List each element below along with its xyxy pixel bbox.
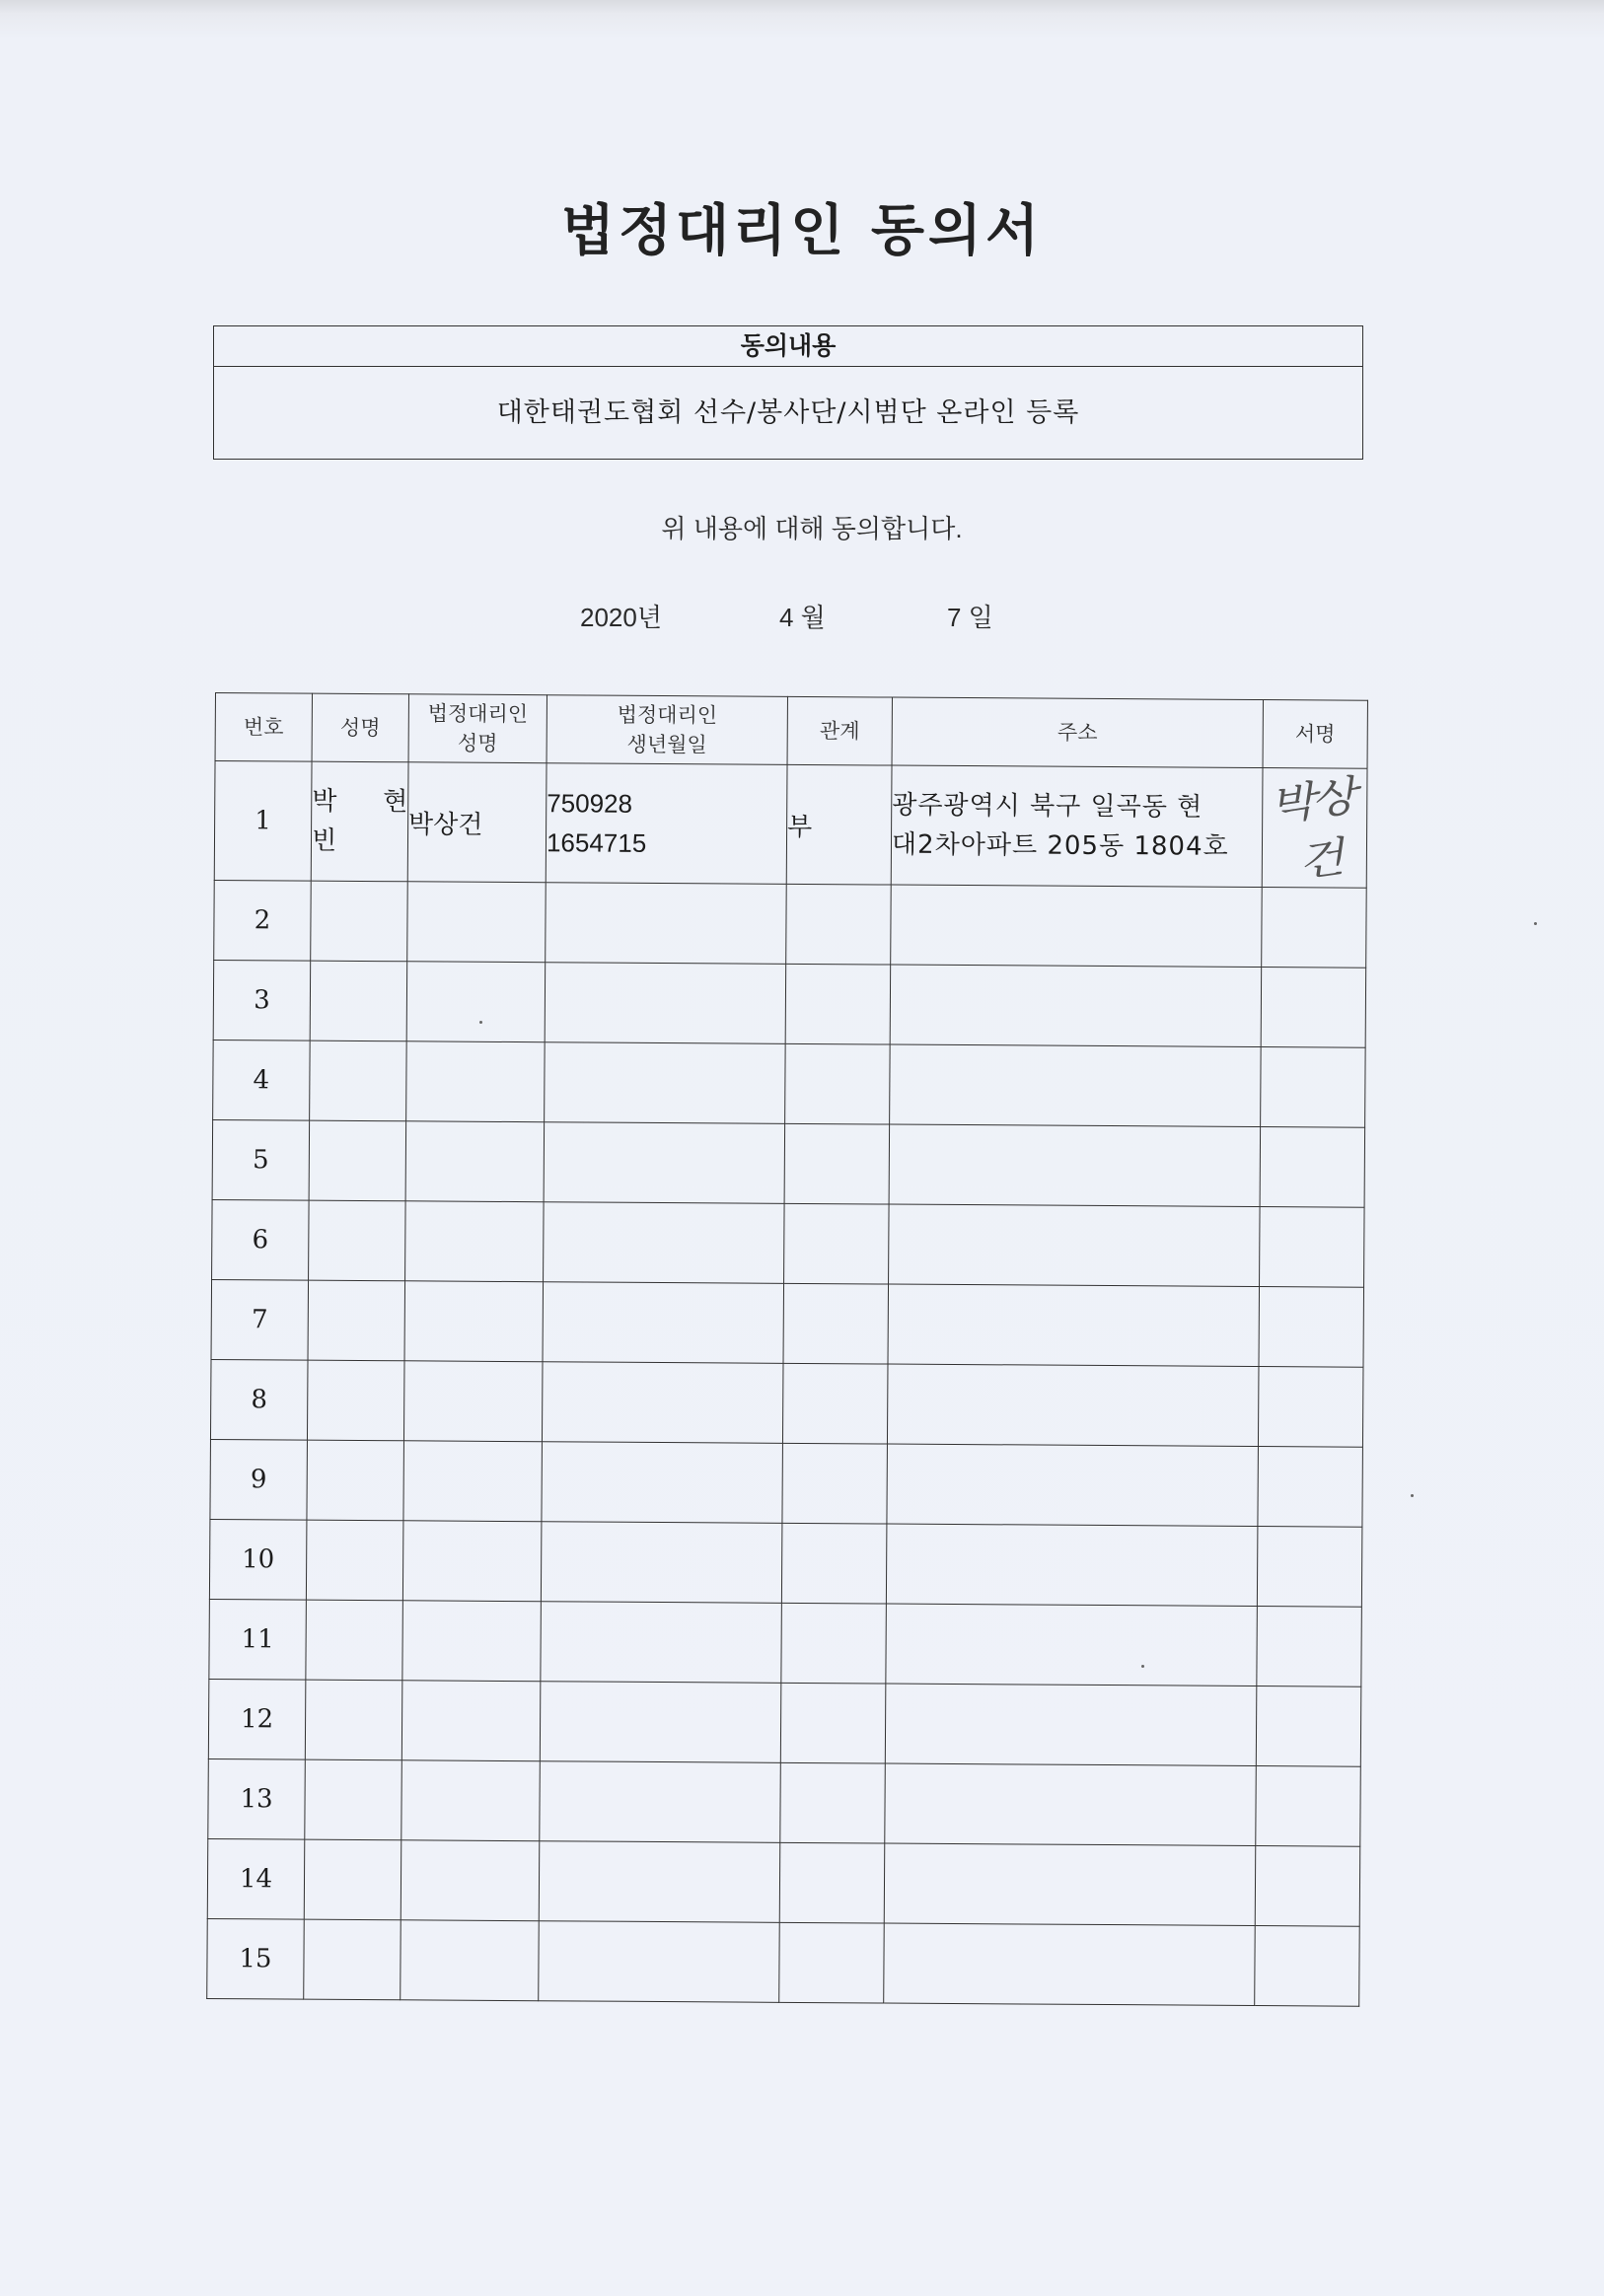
date-day: 7 일 [947,603,993,632]
empty-cell [305,1680,402,1760]
signature-cell [1262,768,1367,889]
empty-cell [891,885,1263,967]
header-signature: 서명 [1263,700,1367,769]
empty-cell [1258,1447,1363,1528]
empty-cell [546,883,787,965]
registration-table [206,692,1368,2007]
empty-cell [309,1200,406,1281]
empty-cell [781,1603,887,1684]
empty-cell [544,1202,785,1284]
empty-cell [405,1121,545,1202]
empty-cell [784,1123,890,1204]
empty-cell [889,1204,1261,1286]
table-row [209,1519,1362,1607]
row-number: 2 [214,880,312,961]
row-number: 8 [210,1359,308,1440]
empty-cell [304,1839,401,1920]
empty-cell [885,1684,1257,1765]
header-number: 번호 [215,693,312,762]
student-name-cell [311,761,408,882]
header-guardian-name [408,694,547,763]
row-number: 15 [207,1918,305,1999]
empty-cell [306,1520,403,1601]
table-header-row [215,693,1367,769]
empty-cell [779,1922,885,2003]
table-row [212,1119,1365,1207]
empty-cell [402,1521,542,1602]
empty-cell [406,1041,546,1122]
agreement-content: 대한태권도협회 선수/봉사단/시범단 온라인 등록 [496,397,1080,428]
table-row [207,1918,1360,2006]
table-row [210,1359,1363,1447]
empty-cell [404,1281,544,1362]
table-row [213,960,1366,1047]
empty-cell [785,964,891,1044]
empty-cell [890,965,1262,1046]
empty-cell [782,1443,888,1524]
empty-cell [885,1763,1257,1845]
row-number: 12 [208,1679,306,1759]
address-line2: 대2차아파트 205동 1804호 [891,829,1229,862]
header-guardian-birth [547,695,787,765]
empty-cell [541,1522,782,1604]
empty-cell [540,1761,781,1843]
empty-cell [779,1842,885,1923]
empty-cell [543,1282,784,1364]
empty-cell [406,962,546,1042]
empty-cell [541,1602,782,1684]
empty-cell [1256,1686,1361,1767]
empty-cell [1261,968,1366,1048]
guardian-birth-line1: 750928 [547,788,633,819]
table-row [212,1199,1365,1287]
address-cell [891,765,1263,887]
empty-cell [1262,888,1367,969]
empty-cell [782,1363,888,1444]
row-number: 5 [212,1119,310,1200]
agreement-box [213,325,1363,460]
empty-cell [542,1442,783,1524]
empty-cell [403,1441,543,1522]
header-guardian-birth-line1: 법정대리인 [617,702,718,727]
empty-cell [305,1759,402,1840]
empty-cell [887,1364,1259,1446]
guardian-name: 박상건 [407,762,547,883]
empty-cell [1257,1527,1362,1608]
date-year: 2020년 [580,603,662,632]
handwritten-signature: 박상건 [1267,771,1355,887]
empty-cell [886,1524,1258,1606]
empty-cell [786,884,892,965]
row-number: 14 [207,1838,305,1919]
empty-cell [310,1040,407,1121]
date-month: 4 월 [779,603,826,632]
row-number: 6 [212,1199,310,1280]
empty-cell [890,1044,1262,1126]
empty-cell [310,961,407,1041]
empty-cell [307,1360,404,1441]
empty-cell [780,1683,886,1763]
empty-cell [402,1601,542,1682]
empty-cell [1260,1127,1365,1208]
empty-cell [308,1280,405,1361]
empty-cell [307,1440,404,1521]
table-row [214,880,1367,968]
empty-cell [544,1122,785,1204]
header-relation: 관계 [787,696,892,765]
empty-cell [1260,1207,1365,1288]
empty-cell [545,1042,786,1124]
address-line1: 광주광역시 북구 일곡동 현 [892,790,1203,823]
row-number: 13 [208,1758,306,1839]
relation: 부 [786,764,892,885]
document-title: 법정대리인 동의서 [560,199,1044,263]
scan-speck [1141,1665,1144,1668]
header-address: 주소 [892,697,1263,767]
header-guardian-name-line2: 성명 [457,731,498,755]
table-row [211,1279,1364,1367]
empty-cell [1256,1766,1361,1847]
table-row [207,1838,1360,1926]
empty-cell [780,1762,886,1843]
table-row [208,1679,1361,1766]
student-name-part: 박 [312,786,337,817]
empty-cell [1255,1926,1360,2007]
row-number: 4 [213,1040,311,1120]
student-name-line1 [312,782,407,823]
header-name: 성명 [312,693,408,762]
row-number: 10 [209,1519,307,1600]
empty-cell [540,1682,781,1763]
empty-cell [888,1284,1260,1366]
empty-cell [401,1681,541,1761]
student-name-line2: 빈 [311,825,337,856]
empty-cell [309,1120,406,1201]
empty-cell [401,1840,540,1921]
empty-cell [539,1921,780,2003]
empty-cell [306,1600,403,1681]
empty-cell [1261,1047,1366,1128]
row-number: 9 [210,1439,308,1520]
agreement-header: 동의내용 [214,326,1362,367]
scan-speck [1534,922,1537,925]
student-name-part: 현 [383,787,408,818]
empty-cell [886,1604,1258,1686]
empty-cell [887,1444,1259,1526]
table-row [209,1599,1362,1686]
table-row [213,1040,1366,1127]
empty-cell [311,881,408,962]
header-guardian-birth-line2: 생년월일 [626,732,707,757]
table-row [214,761,1367,889]
empty-cell [781,1523,887,1604]
empty-cell [545,963,786,1044]
empty-cell [401,1920,540,2001]
empty-cell [1255,1846,1360,1927]
empty-cell [539,1841,780,1923]
row-number: 3 [213,960,311,1040]
row-number: 7 [211,1279,309,1360]
empty-cell [1258,1367,1363,1448]
header-guardian-name-line1: 법정대리인 [427,700,529,726]
scan-speck [479,1021,482,1024]
empty-cell [889,1124,1261,1206]
table-row [210,1439,1363,1527]
guardian-birth-line2: 1654715 [546,827,647,858]
empty-cell [1259,1287,1364,1368]
empty-cell [405,1201,545,1282]
guardian-birth-cell [546,763,787,885]
empty-cell [784,1203,890,1284]
empty-cell [785,1043,891,1124]
empty-cell [304,1919,401,2000]
consent-sentence: 위 내용에 대해 동의합니다. [661,514,963,543]
empty-cell [542,1362,783,1444]
empty-cell [403,1361,543,1442]
scan-speck [1411,1494,1414,1497]
table-row [208,1758,1361,1846]
empty-cell [884,1843,1256,1925]
empty-cell [401,1760,541,1841]
row-number: 11 [209,1599,307,1680]
empty-cell [407,882,547,963]
empty-cell [1257,1607,1362,1687]
empty-cell [783,1283,889,1364]
empty-cell [884,1923,1256,2005]
row-number: 1 [214,761,312,882]
